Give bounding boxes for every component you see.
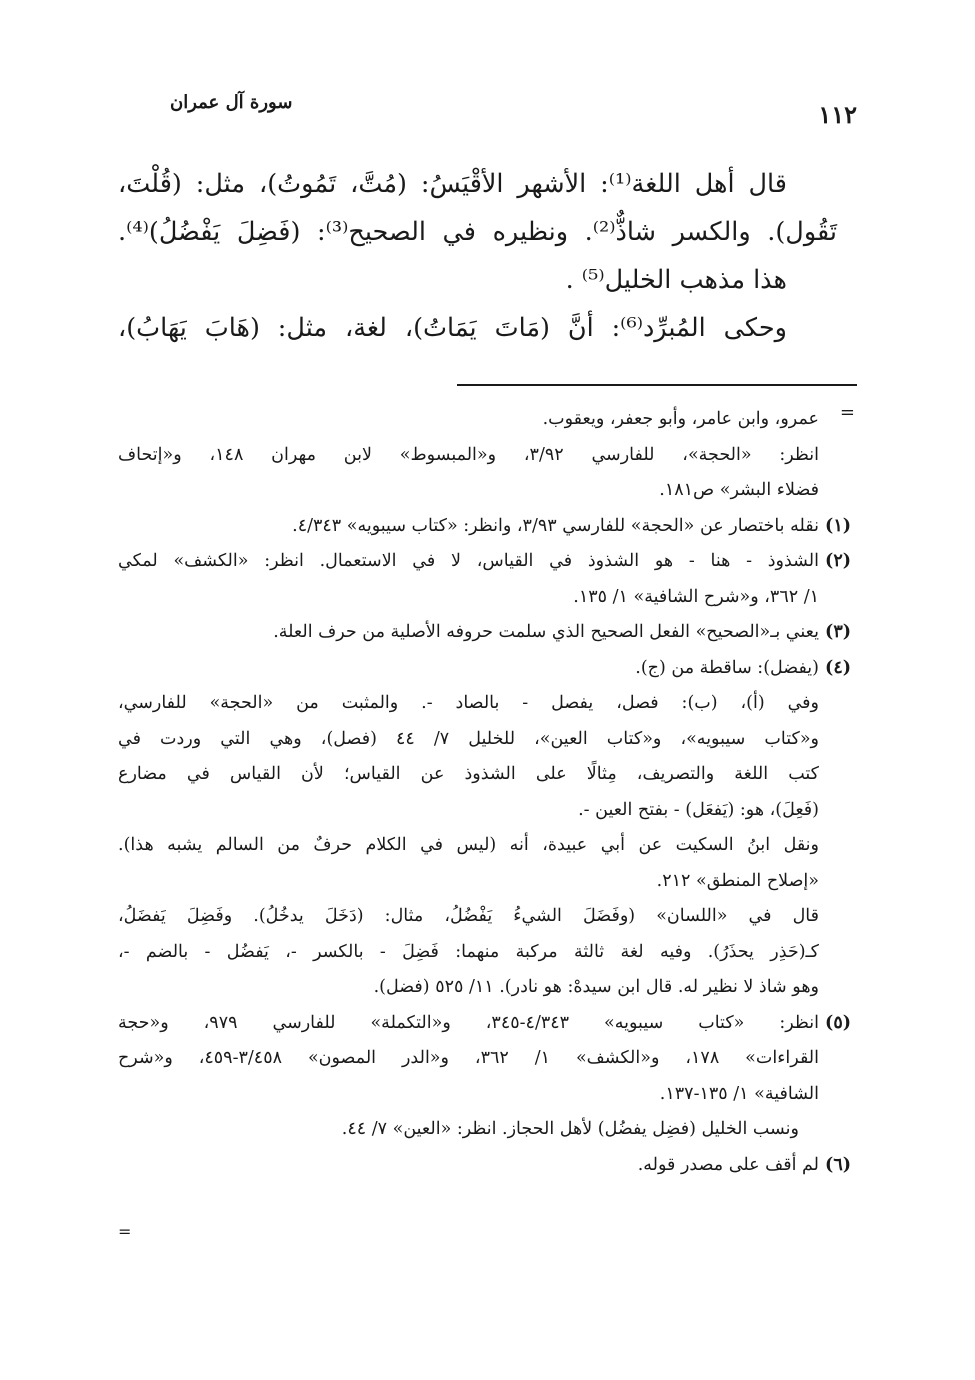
footnote-line bbox=[118, 580, 851, 616]
footnote-line bbox=[118, 793, 851, 829]
main-line: تَقُول). والكسر شاذٌّ⁽²⁾. ونظيره في الصحيح⁽³⁾: (فَضِلَ يَفْضُلُ)⁽⁴⁾. bbox=[118, 217, 837, 247]
footnote-text: فضلاء البشر» ص١٨١. bbox=[659, 480, 819, 500]
footnote-line bbox=[118, 544, 851, 580]
footnote-line bbox=[118, 864, 851, 900]
footnote-text: القراءات» ١٧٨، و«الكشف» ١/ ٣٦٢، و«الدر المصون» ٣/٤٥٨-٤٥٩، و«شرح bbox=[118, 1048, 819, 1068]
footnote-text: كـ(حَذِر يحذَرُ). وفيه لغة ثالثة مركبة منهما: فَضِلَ - بالكسر -، يَفضُل - بالضم -، bbox=[118, 941, 819, 962]
footnote-line bbox=[118, 1148, 851, 1184]
footnote-text: الشذوذ - هنا - هو الشذوذ في القياس، لا في الاستعمال. انظر: «الكشف» لمكي bbox=[118, 551, 819, 571]
footnote-line bbox=[118, 970, 851, 1006]
footnote-line bbox=[118, 899, 851, 935]
footnote-text: انظر: «الحجة»، للفارسي ٣/٩٢، و«المبسوط» لابن مهران ١٤٨، و«إتحاف bbox=[118, 444, 819, 465]
footnote-number: (٤) bbox=[825, 657, 851, 678]
footnote-text: (يفضل): ساقطة من (ج). bbox=[635, 657, 819, 678]
footnote-line bbox=[118, 651, 851, 687]
footnote-line bbox=[118, 1112, 851, 1148]
footnote-line bbox=[118, 509, 851, 545]
footnote-separator bbox=[457, 384, 857, 386]
page-number: ١١٢ bbox=[818, 100, 857, 129]
footnote-line bbox=[118, 828, 851, 864]
footnote-text: لم أقف على مصدر قوله. bbox=[637, 1154, 819, 1175]
footnote-line bbox=[118, 402, 851, 438]
footnote-line bbox=[118, 1041, 851, 1077]
footnote-text: ١/ ٣٦٢، و«شرح الشافية» ١/ ١٣٥. bbox=[573, 586, 819, 607]
footnote-text: الشافية» ١/ ١٣٥-١٣٧. bbox=[659, 1083, 819, 1104]
surah-name: سورة آل عمران bbox=[170, 92, 293, 113]
footnote-line bbox=[118, 473, 851, 509]
footnote-text: وفي (أ)، (ب): فصل، يفصل - بالصاد -. والمثبت من «الحجة» للفارسي، bbox=[118, 693, 819, 713]
footnote-text: يعني بـ«الصحيح» الفعل الصحيح الذي سلمت حروفه الأصلية من حرف العلة. bbox=[273, 622, 819, 642]
footnote-text: ونسب الخليل (فضِل يفضُل) لأهل الحجاز. انظر: «العين» ٧/ ٤٤. bbox=[341, 1119, 799, 1139]
main-line: قال أهل اللغة⁽¹⁾: الأشهر الأقْيَسُ: (مُتَّ، تَمُوتُ)، مثل: (قُلْتَ، bbox=[118, 169, 787, 199]
footnote-text: (فَعِلَ)، هو: (يَفعَل) - بفتح العين -. bbox=[578, 799, 819, 820]
footnote-line bbox=[118, 722, 851, 758]
footnote-text: قال في «اللسان» (وفَضَلَ الشيءُ يَفْضُلُ، مثال: (دَخَلَ يدخُلُ). وفَضِلَ يَفضَلُ، bbox=[118, 906, 819, 926]
footnote-text: انظر: «كتاب سيبويه» ٤/٣٤٣-٣٤٥، و«التكملة» للفارسي ٩٧٩، و«حجة bbox=[118, 1012, 819, 1033]
footnote-number: (٥) bbox=[825, 1012, 851, 1033]
footnote-number: (١) bbox=[825, 515, 851, 536]
footnotes bbox=[118, 402, 851, 1183]
footnote-number: (٣) bbox=[825, 622, 851, 642]
main-line: وحكى المُبرِّد⁽⁶⁾: أنَّ (مَاتَ يَمَاتُ)، لغة، مثل: (هَابَ يَهَابُ)، bbox=[118, 313, 787, 343]
main-line: هذا مذهب الخليل⁽⁵⁾ . bbox=[565, 265, 787, 295]
footnote-line bbox=[118, 686, 851, 722]
footnote-text: عمرو، وابن عامر، وأبو جعفر، ويعقوب. bbox=[542, 409, 819, 429]
footnote-line bbox=[118, 1077, 851, 1113]
footnote-text: «إصلاح المنطق» ٢١٢. bbox=[656, 870, 819, 891]
footnote-line bbox=[118, 1006, 851, 1042]
footnote-line bbox=[118, 615, 851, 651]
page-header bbox=[110, 92, 865, 132]
footnote-line bbox=[118, 935, 851, 971]
footnote-line bbox=[118, 757, 851, 793]
footnote-text: كتب اللغة والتصريف، مِثالًا على الشذوذ عن القياس؛ لأن القياس في مضارع bbox=[118, 764, 819, 784]
footnote-number: (٢) bbox=[825, 551, 851, 571]
footnote-text: ونقل ابنُ السكيت عن أبي عبيدة، أنه (ليس في الكلام حرفٌ من السالم يشبه هذا). bbox=[118, 835, 819, 855]
footnote-number: (٦) bbox=[825, 1154, 851, 1175]
continuation-mark: = bbox=[839, 402, 855, 423]
footnote-text: و«كتاب سيبويه»، و«كتاب العين»، للخليل ٧/ ٤٤ (فصل)، وهي التي وردت في bbox=[118, 728, 819, 749]
footnote-line bbox=[118, 438, 851, 474]
continuation-mark-bottom: = bbox=[118, 1222, 132, 1241]
footnote-text: وهو شاذ لا نظير له. قال ابن سيدهْ: هو نادر). ١١/ ٥٢٥ (فضل). bbox=[373, 977, 819, 997]
main-text bbox=[118, 160, 837, 352]
footnote-text: نقله باختصار عن «الحجة» للفارسي ٣/٩٣، وانظر: «كتاب سيبويه» ٤/٣٤٣. bbox=[292, 515, 819, 536]
